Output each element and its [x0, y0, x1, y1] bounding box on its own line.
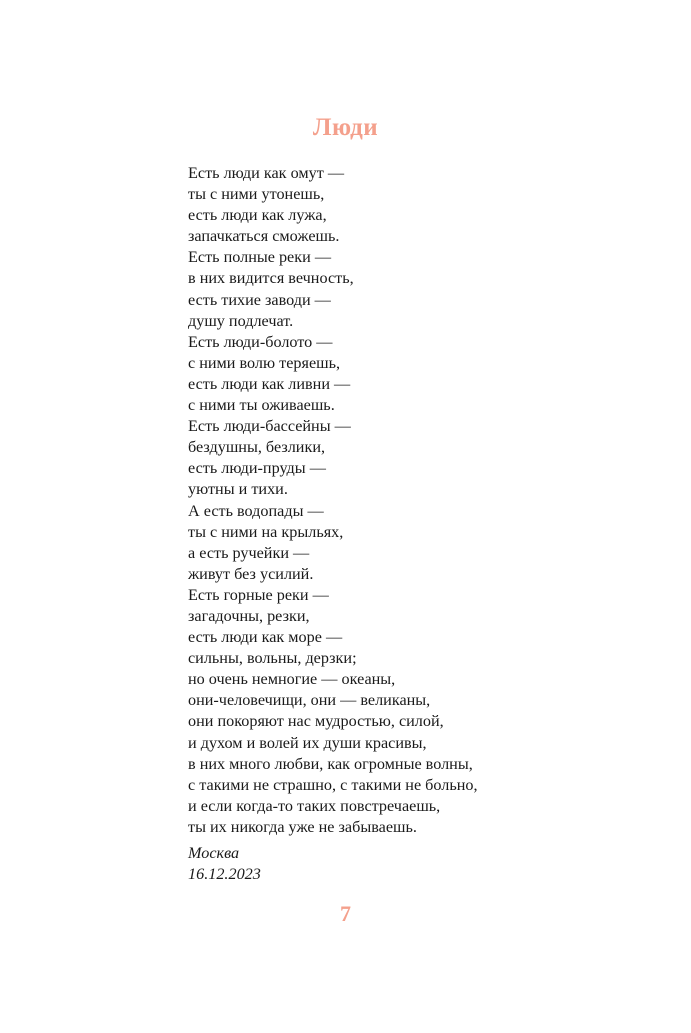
poem-line: А есть водопады —	[188, 501, 324, 520]
poem-line: Есть горные реки —	[188, 585, 329, 604]
poem-line: а есть ручейки —	[188, 543, 310, 562]
poem-line: бездушны, безлики,	[188, 438, 326, 457]
poem-title: Люди	[312, 114, 379, 141]
page-number: 7	[340, 901, 351, 926]
poem-line: они-человечищи, они — великаны,	[188, 691, 431, 710]
poem-line: душу подлечат.	[188, 311, 294, 330]
poem-line: с ними волю теряешь,	[188, 353, 341, 372]
poem-line: есть люди-пруды —	[188, 459, 326, 478]
poem-line: Есть люди-болото —	[188, 332, 333, 351]
poem-line: они покоряют нас мудростью, силой,	[188, 712, 444, 731]
poem-line: с такими не страшно, с такими не больно,	[188, 775, 478, 794]
poem-line: уютны и тихи.	[188, 480, 288, 499]
signature-block	[188, 843, 261, 885]
poem-line: есть тихие заводи —	[188, 290, 331, 309]
poem-line: и если когда-то таких повстречаешь,	[188, 796, 441, 815]
poem-line: ты их никогда уже не забываешь.	[188, 817, 417, 836]
poem-line: есть люди как лужа,	[188, 206, 327, 225]
poem-line: сильны, вольны, дерзки;	[188, 649, 357, 668]
poem-line: Есть люди-бассейны —	[188, 417, 351, 436]
poem-line: в них видится вечность,	[188, 269, 354, 288]
poem-line: ты с ними на крыльях,	[188, 522, 344, 541]
poem-line: и духом и волей их души красивы,	[188, 733, 427, 752]
poem-line: ты с ними утонешь,	[188, 185, 325, 204]
signature-place: Москва	[188, 844, 240, 862]
signature-date: 16.12.2023	[188, 865, 261, 883]
poem-line: запачкаться сможешь.	[188, 227, 340, 246]
poem-body	[188, 163, 478, 838]
poem-line: с ними ты оживаешь.	[188, 396, 335, 415]
poem-line: но очень немногие — океаны,	[188, 670, 396, 689]
poem-line: загадочны, резки,	[188, 606, 310, 625]
poem-line: есть люди как ливни —	[188, 374, 351, 393]
poem-line: есть люди как море —	[188, 628, 343, 647]
poem-line: Есть полные реки —	[188, 248, 332, 267]
poem-line: Есть люди как омут —	[188, 164, 345, 182]
poem-line: живут без усилий.	[188, 564, 314, 583]
poem-line: в них много любви, как огромные волны,	[188, 754, 473, 773]
